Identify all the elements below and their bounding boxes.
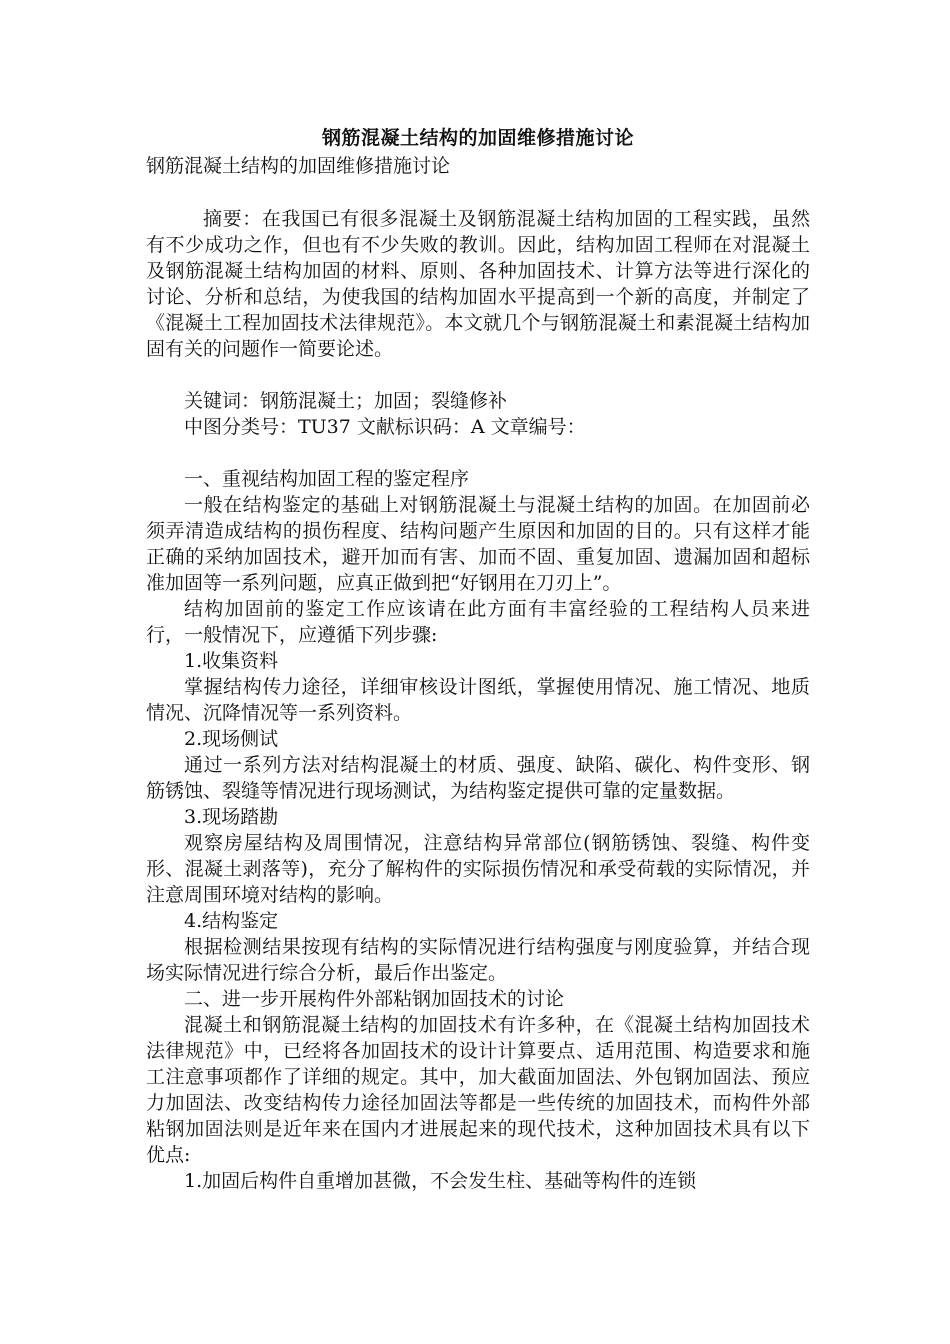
document-page — [146, 118, 810, 1194]
body-paragraph: 结构加固前的鉴定工作应该请在此方面有丰富经验的工程结构人员来进行，一般情况下，应遵循下列步骤: — [146, 598, 810, 646]
abstract-paragraph: 摘要：在我国已有很多混凝土及钢筋混凝土结构加固的工程实践，虽然有不少成功之作，但也有不少失败的教训。因此，结构加固工程师在对混凝土及钢筋混凝土结构加固的材料、原则、各种加固技术、计算方法等进行深化的讨论、分析和总结，为使我国的结构加固水平提高到一个新的高度，并制定了《混凝土工程加固技术法律规范》。本文就几个与钢筋混凝土和素混凝土结构加固有关的问题作一简要论述。 — [146, 208, 810, 360]
step-label: 2.现场侧试 — [184, 728, 279, 750]
keywords-line: 关键词：钢筋混凝土；加固；裂缝修补 — [184, 390, 508, 412]
classification-line: 中图分类号：TU37 文献标识码：A 文章编号： — [184, 416, 586, 438]
step-label: 4.结构鉴定 — [184, 910, 279, 932]
body-paragraph: 1.加固后构件自重增加甚微，不会发生柱、基础等构件的连锁 — [184, 1170, 697, 1192]
blank-line — [146, 180, 810, 206]
step-text: 通过一系列方法对结构混凝土的材质、强度、缺陷、碳化、构件变形、钢筋锈蚀、裂缝等情况进行现场测试，为结构鉴定提供可靠的定量数据。 — [146, 754, 810, 802]
section-heading: 一、重视结构加固工程的鉴定程序 — [184, 468, 470, 490]
body-paragraph: 混凝土和钢筋混凝土结构的加固技术有许多种，在《混凝土结构加固技术法律规范》中，已经将各加固技术的设计计算要点、适用范围、构造要求和施工注意事项都作了详细的规定。其中，加大截面加固法、外包钢加固法、预应力加固法、改变结构传力途径加固法等都是一些传统的加固技术，而构件外部粘钢加固法则是近年来在国内才进展起来的现代技术，这种加固技术具有以下优点: — [146, 1014, 810, 1166]
body-paragraph: 一般在结构鉴定的基础上对钢筋混凝土与混凝土结构的加固。在加固前必须弄清造成结构的损伤程度、结构问题产生原因和加固的目的。只有这样才能正确的采纳加固技术，避开加而有害、加而不固、重复加固、遗漏加固和超标准加固等一系列问题，应真正做到把“好钢用在刀刃上”。 — [146, 494, 810, 594]
step-label: 1.收集资料 — [184, 650, 279, 672]
blank-line — [146, 440, 810, 466]
blank-line — [146, 362, 810, 388]
document-subtitle: 钢筋混凝土结构的加固维修措施讨论 — [146, 155, 451, 177]
step-text: 根据检测结果按现有结构的实际情况进行结构强度与刚度验算，并结合现场实际情况进行综合分析，最后作出鉴定。 — [146, 936, 810, 984]
section-heading: 二、进一步开展构件外部粘钢加固技术的讨论 — [184, 988, 565, 1010]
step-text: 观察房屋结构及周围情况，注意结构异常部位(钢筋锈蚀、裂缝、构件变形、混凝土剥落等)，充分了解构件的实际损伤情况和承受荷载的实际情况，并注意周围环境对结构的影响。 — [146, 832, 810, 906]
document-title: 钢筋混凝土结构的加固维修措施讨论 — [321, 127, 634, 149]
step-text: 掌握结构传力途径，详细审核设计图纸，掌握使用情况、施工情况、地质情况、沉降情况等一系列资料。 — [146, 676, 810, 724]
step-label: 3.现场踏勘 — [184, 806, 279, 828]
